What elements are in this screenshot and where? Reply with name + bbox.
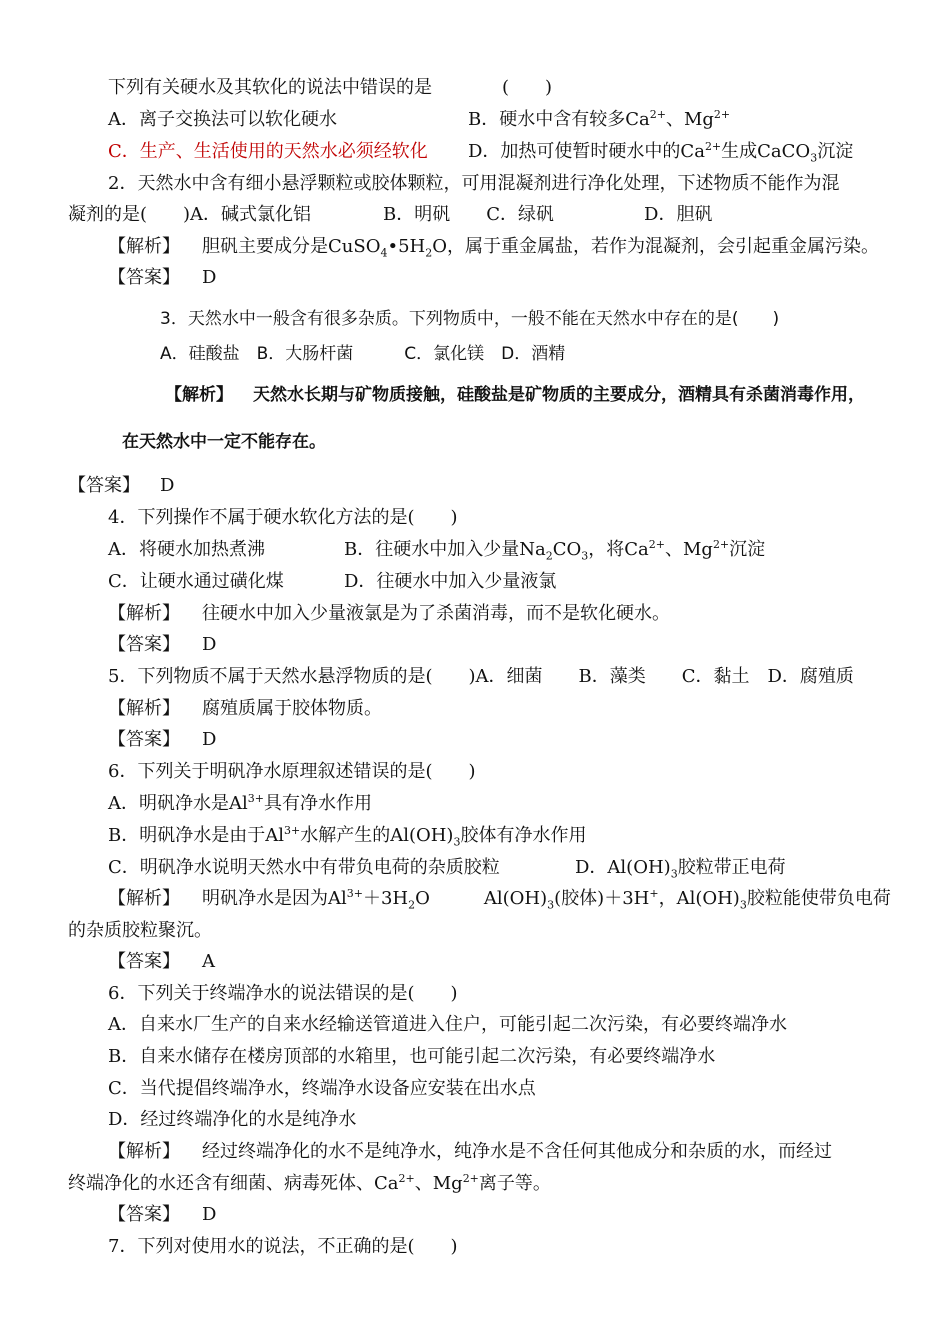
- q1-option-b-text: B．硬水中含有较多Ca: [468, 109, 650, 130]
- q6a-option-b-post: 胶体有净水作用: [460, 825, 587, 846]
- q2-analysis-mid: •5H: [387, 236, 426, 257]
- q6a-option-a-post: 具有净水作用: [263, 793, 372, 814]
- q1-stem: [108, 76, 552, 100]
- charge-sup: 2+: [712, 538, 730, 551]
- q6a-option-b: [108, 824, 586, 848]
- q1-option-b-mid: 、Mg: [665, 109, 714, 130]
- q5-answer-value: D: [202, 729, 217, 750]
- charge-sup: 2+: [398, 1172, 415, 1185]
- q2-stem-line1: 2．天然水中含有细小悬浮颗粒或胶体颗粒，可用混凝剂进行净化处理，下述物质不能作为混: [108, 173, 840, 194]
- q4-stem: 4．下列操作不属于硬水软化方法的是( ): [108, 507, 458, 528]
- q6a-option-a-text: A．明矾净水是Al: [108, 793, 248, 814]
- q6a-analysis-mid2: O Al(OH): [415, 888, 548, 909]
- q6b-analysis-line2: [68, 1172, 551, 1196]
- q1-option-d-text: D．加热可使暂时硬水中的Ca: [468, 141, 705, 162]
- answer-label: 【答案】: [108, 267, 180, 288]
- q3-answer: [68, 474, 174, 498]
- answer-label: 【答案】: [108, 634, 180, 655]
- q3-analysis-text: 天然水长期与矿物质接触，硅酸盐是矿物质的主要成分，酒精具有杀菌消毒作用，: [253, 385, 865, 405]
- q4-option-b-post: 沉淀: [729, 539, 766, 560]
- q2-analysis-text: 胆矾主要成分是CuSO: [202, 236, 381, 257]
- charge-sup: 2+: [462, 1172, 479, 1185]
- analysis-label: 【解析】: [108, 603, 180, 624]
- q1-option-a: A．离子交换法可以软化硬水: [108, 109, 337, 130]
- q6a-analysis-mid4: ，Al(OH): [658, 888, 740, 909]
- q6b-analysis-line2-text: 终端净化的水还含有细菌、病毒死体、Ca: [68, 1173, 399, 1194]
- q6a-option-a: [108, 792, 372, 816]
- q6a-option-b-text: B．明矾净水是由于Al: [108, 825, 284, 846]
- q6a-analysis-line2: 的杂质胶粒聚沉。: [68, 920, 212, 941]
- q6a-option-b-mid: 水解产生的Al(OH): [300, 825, 454, 846]
- subscript: 3: [739, 898, 747, 912]
- q6b-answer: [108, 1203, 216, 1227]
- charge-sup: 3+: [247, 792, 264, 805]
- q6a-option-c: C．明矾净水说明天然水中有带负电荷的杂质胶粒: [108, 857, 500, 878]
- q7-stem: 7．下列对使用水的说法，不正确的是( ): [108, 1236, 458, 1257]
- subscript: 3: [581, 549, 589, 563]
- q6b-option-a: A．自来水厂生产的自来水经输送管道进入住户，可能引起二次污染，有必要终端净水: [108, 1014, 787, 1035]
- q4-answer-value: D: [202, 634, 217, 655]
- q2-stem-line2: 凝剂的是( )A．碱式氯化铝 B．明矾 C．绿矾 D．胆矾: [68, 204, 713, 225]
- q6b-analysis-line2-post: 离子等。: [478, 1173, 551, 1194]
- answer-label: 【答案】: [68, 475, 140, 496]
- q1-option-d-post: 沉淀: [817, 141, 854, 162]
- q6a-analysis-text: 明矾净水是因为Al: [202, 888, 347, 909]
- charge-sup: +: [649, 887, 659, 900]
- q6b-stem: 6．下列关于终端净水的说法错误的是( ): [108, 983, 458, 1004]
- q2-answer-value: D: [202, 267, 217, 288]
- q4-option-d: D．往硬水中加入少量液氯: [344, 571, 557, 592]
- q6b-option-c: C．当代提倡终端净水，终端净水设备应安装在出水点: [108, 1078, 536, 1099]
- q2-answer: [108, 266, 216, 290]
- q4-option-c: C．让硬水通过磺化煤: [108, 571, 284, 592]
- q6a-option-d-text: D．Al(OH): [575, 857, 671, 878]
- q6a-analysis-line1: [108, 887, 891, 911]
- q6b-analysis-text: 经过终端净化的水不是纯净水，纯净水是不含任何其他成分和杂质的水，而经过: [202, 1141, 832, 1162]
- q6a-analysis-mid3: (胶体)＋3H: [554, 888, 650, 909]
- charge-sup: 3+: [283, 824, 301, 837]
- q4-option-b-mid: CO: [552, 539, 582, 560]
- charge-sup: 2+: [648, 538, 665, 551]
- subscript: 3: [670, 867, 678, 881]
- q2-analysis-end: O，属于重金属盐，若作为混凝剂，会引起重金属污染。: [432, 236, 879, 257]
- q4-analysis: [108, 602, 670, 626]
- q4-answer: [108, 633, 216, 657]
- q4-option-b: [344, 538, 765, 562]
- q2-analysis: [108, 235, 879, 259]
- q6a-answer: [108, 950, 215, 974]
- q1-option-d: [468, 140, 853, 164]
- q6a-option-d: [575, 856, 786, 880]
- answer-label: 【答案】: [108, 951, 180, 972]
- answer-label: 【答案】: [108, 729, 180, 750]
- analysis-label: 【解析】: [108, 888, 180, 909]
- q5-analysis: [108, 697, 382, 721]
- charge-sup: 2+: [649, 108, 666, 121]
- q6a-stem: 6．下列关于明矾净水原理叙述错误的是( ): [108, 761, 476, 782]
- q6b-analysis-line1: [108, 1140, 832, 1164]
- analysis-label: 【解析】: [108, 236, 180, 257]
- analysis-label: 【解析】: [165, 385, 233, 405]
- q1-option-c: C．生产、生活使用的天然水必须经软化: [108, 141, 428, 162]
- q4-option-b-mid2: ，将Ca: [588, 539, 649, 560]
- q3-stem: 3．天然水中一般含有很多杂质。下列物质中，一般不能在天然水中存在的是( ): [160, 309, 780, 329]
- q6b-option-b: B．自来水储存在楼房顶部的水箱里，也可能引起二次污染，有必要终端净水: [108, 1046, 716, 1067]
- subscript: 2: [408, 898, 416, 912]
- subscript: 3: [547, 898, 555, 912]
- subscript: 4: [380, 246, 388, 260]
- q1-stem-text: 下列有关硬水及其软化的说法中错误的是: [108, 77, 432, 98]
- q4-option-b-mid3: 、Mg: [664, 539, 713, 560]
- q4-analysis-text: 往硬水中加入少量液氯是为了杀菌消毒，而不是软化硬水。: [202, 603, 670, 624]
- q5-stem: 5．下列物质不属于天然水悬浮物质的是( )A．细菌 B．藻类 C．黏土 D．腐殖质: [108, 666, 854, 687]
- q6a-analysis-mid: ＋3H: [362, 888, 409, 909]
- q3-options: A．硅酸盐 B．大肠杆菌 C．氯化镁 D．酒精: [160, 344, 566, 364]
- q6a-analysis-end: 胶粒能使带负电荷: [746, 888, 891, 909]
- q6b-option-d: D．经过终端净化的水是纯净水: [108, 1109, 357, 1130]
- q3-analysis-line2: 在天然水中一定不能存在。: [122, 432, 326, 452]
- q1-paren: ( ): [502, 77, 553, 98]
- answer-label: 【答案】: [108, 1204, 180, 1225]
- subscript: 3: [810, 151, 818, 165]
- q1-option-d-mid: 生成CaCO: [721, 141, 811, 162]
- charge-sup: 2+: [704, 140, 722, 153]
- analysis-label: 【解析】: [108, 698, 180, 719]
- q3-analysis-line1: [165, 383, 865, 407]
- q6a-answer-value: A: [202, 951, 215, 972]
- q5-analysis-text: 腐殖质属于胶体物质。: [202, 698, 382, 719]
- analysis-label: 【解析】: [108, 1141, 180, 1162]
- q6b-analysis-line2-mid: 、Mg: [414, 1173, 463, 1194]
- q1-option-b: [468, 108, 730, 132]
- subscript: 2: [425, 246, 433, 260]
- subscript: 3: [453, 835, 461, 849]
- subscript: 2: [545, 549, 553, 563]
- charge-sup: 3+: [346, 887, 363, 900]
- q5-answer: [108, 728, 216, 752]
- q3-answer-value: D: [160, 475, 175, 496]
- charge-sup: 2+: [713, 108, 731, 121]
- q4-option-b-text: B．往硬水中加入少量Na: [344, 539, 546, 560]
- q6b-answer-value: D: [202, 1204, 217, 1225]
- q6a-option-d-post: 胶粒带正电荷: [677, 857, 786, 878]
- q4-option-a: A．将硬水加热煮沸: [108, 539, 265, 560]
